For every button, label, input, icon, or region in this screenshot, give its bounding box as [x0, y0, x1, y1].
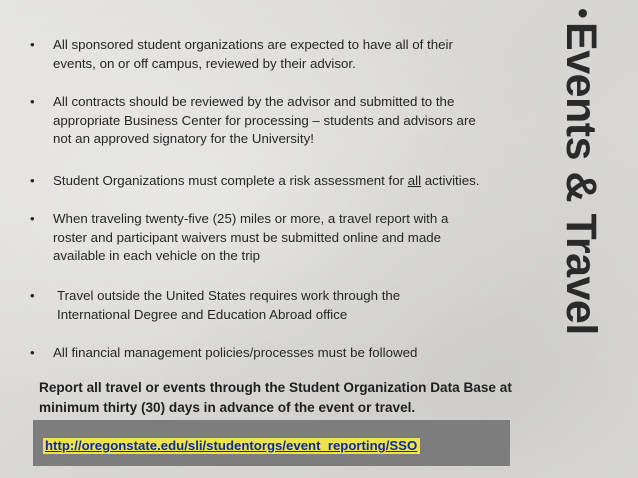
bullet-line-end: activities.	[421, 173, 480, 188]
event-reporting-link[interactable]: http://oregonstate.edu/sli/studentorgs/event_reporting/SSO	[43, 438, 420, 454]
bullet-dot: •	[30, 345, 35, 360]
bullet-line: Travel outside the United States requires work through the	[57, 288, 401, 303]
bullet-line: When traveling twenty-five (25) miles or more, a travel report with a	[53, 211, 449, 226]
title-text: Events & Travel	[557, 22, 605, 335]
bullet-dot: •	[30, 94, 35, 109]
bullet-dot: •	[30, 288, 35, 303]
bullet-line: Student Organizations must complete a risk assessment for	[53, 173, 408, 188]
report-line: minimum thirty (30) days in advance of the event or travel.	[39, 399, 416, 415]
bullet-line: not an approved signatory for the University!	[53, 131, 314, 146]
bullet-line: All sponsored student organizations are expected to have all of their	[53, 37, 453, 52]
bullet-item	[30, 210, 530, 266]
bullet-line: available in each vehicle on the trip	[53, 248, 260, 263]
slide-title	[558, 8, 604, 408]
title-bullet: •	[566, 8, 599, 19]
bullet-item	[30, 93, 530, 149]
report-notice	[39, 378, 529, 417]
bullet-line: roster and participant waivers must be submitted online and made	[53, 229, 442, 245]
bullet-dot: •	[30, 37, 35, 52]
report-line: Report all travel or events through the Student Organization Data Base at	[39, 380, 512, 395]
bullet-line: All financial management policies/processes must be followed	[53, 345, 418, 360]
link-panel	[33, 420, 510, 466]
bullet-line: All contracts should be reviewed by the advisor and submitted to the	[53, 94, 455, 109]
bullet-dot: •	[30, 173, 35, 188]
bullet-emphasis: all	[407, 173, 422, 188]
bullet-item	[30, 36, 530, 73]
bullet-dot: •	[30, 211, 35, 226]
bullet-item	[30, 344, 530, 363]
bullet-line: International Degree and Education Abroad office	[57, 306, 348, 322]
bullet-item	[30, 172, 530, 191]
bullet-line: events, on or off campus, reviewed by their advisor.	[53, 55, 356, 71]
bullet-line: appropriate Business Center for processing – students and advisors are	[53, 112, 476, 128]
slide-title-container	[552, 0, 616, 400]
bullet-item	[30, 287, 530, 324]
